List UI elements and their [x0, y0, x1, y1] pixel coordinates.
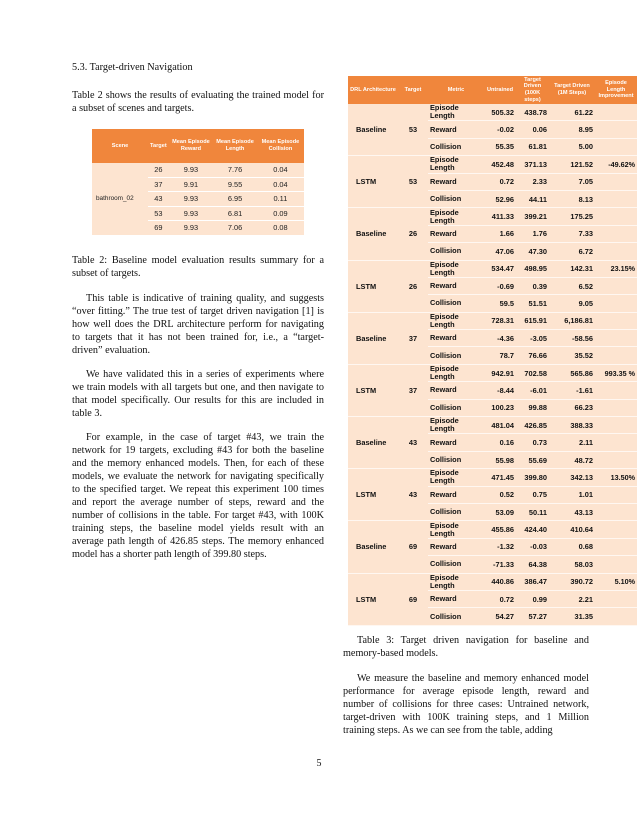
table-3-improvement-cell [595, 521, 637, 538]
table-3-header-100k: Target Driven (100K steps) [516, 76, 549, 104]
table-3-value-cell: 58.03 [549, 556, 595, 573]
table-2-cell: 0.04 [257, 163, 304, 177]
table-2-row [92, 163, 304, 177]
table-3-improvement-cell [595, 399, 637, 416]
table-3-value-cell: 0.99 [516, 590, 549, 607]
table-3-target-cell: 26 [398, 208, 428, 260]
table-3-wrapper [348, 76, 637, 626]
table-3-improvement-cell [595, 121, 637, 138]
table-2-cell: 26 [148, 163, 169, 177]
table-2-scene-cell: bathroom_02 [92, 163, 148, 235]
table-3-row [348, 521, 637, 538]
table-3-value-cell: 1.76 [516, 225, 549, 242]
table-3-value-cell: -58.56 [549, 330, 595, 347]
table-3-header-target: Target [398, 76, 428, 104]
table-3-value-cell: 2.21 [549, 590, 595, 607]
table-3-improvement-cell: 5.10% [595, 573, 637, 590]
table-3-value-cell: 455.86 [484, 521, 516, 538]
table-2-header-collision: Mean Episode Collision [257, 129, 304, 163]
table-3-target-cell: 37 [398, 364, 428, 416]
table-3-body [348, 104, 637, 625]
table-2-cell: 7.06 [213, 221, 257, 236]
table-3-value-cell: 2.11 [549, 434, 595, 451]
table-3-value-cell: 410.64 [549, 521, 595, 538]
table-3-value-cell: 452.48 [484, 156, 516, 173]
table-3-improvement-cell [595, 417, 637, 434]
table-3-value-cell: 565.86 [549, 364, 595, 381]
table-2-cell: 0.08 [257, 221, 304, 236]
page-number: 5 [316, 758, 322, 769]
table-3-arch-cell: Baseline [348, 417, 398, 469]
section-title: 5.3. Target-driven Navigation [72, 62, 193, 73]
table-3-arch-cell: LSTM [348, 469, 398, 521]
table-3-metric-cell: Collision [428, 138, 484, 155]
table-3-metric-cell: Collision [428, 347, 484, 364]
table-3-improvement-cell [595, 104, 637, 121]
table-3-metric-cell: Episode Length [428, 104, 484, 121]
table-3-value-cell: 53.09 [484, 503, 516, 520]
table-3-metric-cell: Collision [428, 503, 484, 520]
table-3-improvement-cell [595, 382, 637, 399]
table-3-value-cell: 61.22 [549, 104, 595, 121]
table-3-value-cell: 0.52 [484, 486, 516, 503]
table-3-improvement-cell [595, 451, 637, 468]
table-3-value-cell: 342.13 [549, 469, 595, 486]
table-3-value-cell: 5.00 [549, 138, 595, 155]
table-2-cell: 9.93 [169, 206, 213, 221]
table-3-value-cell: 505.32 [484, 104, 516, 121]
table-3-improvement-cell [595, 208, 637, 225]
table-3-header-untrained: Untrained [484, 76, 516, 104]
table-3-metric-cell: Reward [428, 538, 484, 555]
table-3-row [348, 208, 637, 225]
table-3-value-cell: -0.69 [484, 277, 516, 294]
table-3-improvement-cell [595, 538, 637, 555]
table-3-value-cell: 43.13 [549, 503, 595, 520]
table-3-value-cell: 8.95 [549, 121, 595, 138]
table-3-metric-cell: Reward [428, 486, 484, 503]
table-2-cell: 0.09 [257, 206, 304, 221]
table-3-row [348, 104, 637, 121]
table-3-improvement-cell [595, 277, 637, 294]
table-2-body [92, 163, 304, 235]
table-3-value-cell: 55.98 [484, 451, 516, 468]
table-2-cell: 6.95 [213, 192, 257, 207]
table-3-value-cell: 35.52 [549, 347, 595, 364]
table-3-improvement-cell [595, 434, 637, 451]
table-3-metric-cell: Reward [428, 382, 484, 399]
table-3-value-cell: 54.27 [484, 608, 516, 625]
table-3-value-cell: 6.72 [549, 243, 595, 260]
table-3-value-cell: 7.33 [549, 225, 595, 242]
table-3-value-cell: 76.66 [516, 347, 549, 364]
table-3-value-cell: 6,186.81 [549, 312, 595, 329]
table-3-value-cell: 50.11 [516, 503, 549, 520]
table-3-row [348, 312, 637, 329]
table-3-value-cell: 702.58 [516, 364, 549, 381]
table-3-value-cell: 728.31 [484, 312, 516, 329]
table-3-metric-cell: Reward [428, 590, 484, 607]
table-3-value-cell: 399.21 [516, 208, 549, 225]
table-3-target-cell: 37 [398, 312, 428, 364]
table-3-value-cell: 498.95 [516, 260, 549, 277]
table-3-metric-cell: Reward [428, 434, 484, 451]
table-2-cell: 9.93 [169, 192, 213, 207]
table-2-cell: 43 [148, 192, 169, 207]
table-3-value-cell: 0.73 [516, 434, 549, 451]
table-3-value-cell: 426.85 [516, 417, 549, 434]
table-3-arch-cell: Baseline [348, 521, 398, 573]
table-3-header-metric: Metric [428, 76, 484, 104]
table-3-value-cell: 0.72 [484, 173, 516, 190]
table-3-target-cell: 53 [398, 156, 428, 208]
table-2-caption: Table 2: Baseline model evaluation results summary for a subset of targets. [72, 254, 324, 279]
table-3-value-cell: 388.33 [549, 417, 595, 434]
table-3-value-cell: 44.11 [516, 190, 549, 207]
paragraph-example: For example, in the case of target #43, we train the network for 19 targets, excluding #43 for both the baseline and the memory enhanced models. Then, for each of these models, we evaluate the network for navigating specifically to the specified target. We repeat this experiment 100 times and report the average number of steps, reward and the number of collisions in the table. For target #43, with 100K training steps, the baseline model yields result with an average path length of 426.85 steps. The memory enhanced model has a shorter path length of 399.80 steps. [72, 431, 324, 560]
table-3-target-cell: 53 [398, 104, 428, 156]
table-3-value-cell: 0.06 [516, 121, 549, 138]
table-3-value-cell: 0.68 [549, 538, 595, 555]
table-3-arch-cell: Baseline [348, 104, 398, 156]
table-2-cell: 9.93 [169, 221, 213, 236]
table-3 [348, 76, 637, 626]
table-3-header-improvement: Episode Length Improvement [595, 76, 637, 104]
table-2-cell: 53 [148, 206, 169, 221]
table-3-row [348, 260, 637, 277]
table-3-improvement-cell [595, 173, 637, 190]
table-3-improvement-cell: 13.50% [595, 469, 637, 486]
table-2-header-length: Mean Episode Length [213, 129, 257, 163]
table-2-cell: 7.76 [213, 163, 257, 177]
table-3-value-cell: 142.31 [549, 260, 595, 277]
table-3-row [348, 417, 637, 434]
table-3-value-cell: 2.33 [516, 173, 549, 190]
table-3-metric-cell: Collision [428, 556, 484, 573]
table-3-value-cell: 399.80 [516, 469, 549, 486]
table-3-metric-cell: Episode Length [428, 312, 484, 329]
table-3-metric-cell: Collision [428, 295, 484, 312]
table-3-improvement-cell [595, 556, 637, 573]
paragraph-validation: We have validated this in a series of experiments where we train models with all targets but one, and then navigate to that model specifically. Our results for this are included in table 3. [72, 368, 324, 419]
table-3-improvement-cell: -49.62% [595, 156, 637, 173]
table-3-value-cell: 47.06 [484, 243, 516, 260]
table-3-value-cell: 0.75 [516, 486, 549, 503]
table-3-value-cell: 66.23 [549, 399, 595, 416]
table-3-metric-cell: Reward [428, 277, 484, 294]
table-3-target-cell: 69 [398, 573, 428, 625]
table-3-improvement-cell [595, 243, 637, 260]
table-3-target-cell: 26 [398, 260, 428, 312]
table-3-value-cell: -3.05 [516, 330, 549, 347]
table-3-value-cell: 440.86 [484, 573, 516, 590]
table-3-value-cell: 64.38 [516, 556, 549, 573]
table-3-header-row [348, 76, 637, 104]
table-3-metric-cell: Episode Length [428, 364, 484, 381]
table-3-improvement-cell [595, 608, 637, 625]
table-3-value-cell: 48.72 [549, 451, 595, 468]
table-3-improvement-cell: 23.15% [595, 260, 637, 277]
table-3-value-cell: 175.25 [549, 208, 595, 225]
table-3-value-cell: -0.03 [516, 538, 549, 555]
table-3-metric-cell: Episode Length [428, 208, 484, 225]
table-2-cell: 6.81 [213, 206, 257, 221]
table-3-value-cell: 424.40 [516, 521, 549, 538]
table-3-value-cell: -71.33 [484, 556, 516, 573]
table-3-arch-cell: LSTM [348, 364, 398, 416]
table-3-row [348, 364, 637, 381]
table-2-cell: 0.04 [257, 177, 304, 192]
table-3-improvement-cell [595, 312, 637, 329]
table-3-improvement-cell [595, 225, 637, 242]
table-2-cell: 9.93 [169, 163, 213, 177]
table-3-value-cell: 0.72 [484, 590, 516, 607]
table-3-value-cell: 371.13 [516, 156, 549, 173]
table-3-arch-cell: LSTM [348, 156, 398, 208]
table-3-value-cell: 942.91 [484, 364, 516, 381]
table-3-caption: Table 3: Target driven navigation for baseline and memory-based models. [343, 635, 589, 659]
table-2-cell: 69 [148, 221, 169, 236]
table-3-metric-cell: Episode Length [428, 417, 484, 434]
table-3-metric-cell: Reward [428, 225, 484, 242]
table-3-value-cell: 471.45 [484, 469, 516, 486]
table-3-value-cell: 1.66 [484, 225, 516, 242]
table-3-value-cell: 481.04 [484, 417, 516, 434]
table-2-cell: 37 [148, 177, 169, 192]
table-3-value-cell: 100.23 [484, 399, 516, 416]
paragraph-measurement: We measure the baseline and memory enhanced model performance for average episode length, reward and number of collisions for three cases: Untrained network, target-driven with 100K training steps, and 1 Million training steps. As we can see from the table, adding [343, 673, 589, 736]
left-column [72, 62, 324, 572]
table-3-metric-cell: Collision [428, 243, 484, 260]
table-3-metric-cell: Collision [428, 451, 484, 468]
table-3-metric-cell: Collision [428, 608, 484, 625]
table-3-value-cell: 386.47 [516, 573, 549, 590]
table-3-row [348, 573, 637, 590]
table-3-value-cell: 57.27 [516, 608, 549, 625]
table-3-value-cell: 1.01 [549, 486, 595, 503]
table-3-metric-cell: Reward [428, 330, 484, 347]
table-3-value-cell: 615.91 [516, 312, 549, 329]
table-3-value-cell: -0.02 [484, 121, 516, 138]
table-3-improvement-cell [595, 190, 637, 207]
table-3-value-cell: 8.13 [549, 190, 595, 207]
table-3-value-cell: 99.88 [516, 399, 549, 416]
table-3-value-cell: -1.32 [484, 538, 516, 555]
table-3-header-1m: Target Driven (1M Steps) [549, 76, 595, 104]
table-2-header-target: Target [148, 129, 169, 163]
table-3-value-cell: 31.35 [549, 608, 595, 625]
table-3-value-cell: 59.5 [484, 295, 516, 312]
table-3-arch-cell: Baseline [348, 208, 398, 260]
table-2-header-row [92, 129, 304, 163]
table-3-target-cell: 43 [398, 469, 428, 521]
table-3-improvement-cell [595, 503, 637, 520]
table-2 [92, 129, 304, 236]
table-3-metric-cell: Collision [428, 399, 484, 416]
table-3-value-cell: -8.44 [484, 382, 516, 399]
table-3-improvement-cell [595, 138, 637, 155]
table-3-value-cell: 61.81 [516, 138, 549, 155]
table-3-metric-cell: Episode Length [428, 156, 484, 173]
table-3-target-cell: 43 [398, 417, 428, 469]
table-2-cell: 9.91 [169, 177, 213, 192]
paragraph-intro: Table 2 shows the results of evaluating the trained model for a subset of scenes and targets. [72, 90, 324, 114]
table-3-value-cell: 47.30 [516, 243, 549, 260]
table-3-value-cell: 78.7 [484, 347, 516, 364]
paragraph-overfitting: This table is indicative of training quality, and suggests “over fitting.” The true test of target driven navigation [1] is how well does the DRL architecture perform for navigating to targets that it has not been trained for, i.e., a “target-driven” evaluation. [72, 292, 324, 356]
table-3-improvement-cell [595, 347, 637, 364]
table-3-value-cell: 55.35 [484, 138, 516, 155]
table-3-improvement-cell [595, 330, 637, 347]
table-3-value-cell: 0.16 [484, 434, 516, 451]
table-3-improvement-cell [595, 486, 637, 503]
table-2-header-scene: Scene [92, 129, 148, 163]
right-column-text [343, 634, 589, 748]
table-3-value-cell: 9.05 [549, 295, 595, 312]
table-3-arch-cell: LSTM [348, 260, 398, 312]
table-2-header-reward: Mean Episode Reward [169, 129, 213, 163]
table-3-value-cell: -4.36 [484, 330, 516, 347]
table-2-cell: 9.55 [213, 177, 257, 192]
table-3-row [348, 156, 637, 173]
table-3-value-cell: 55.69 [516, 451, 549, 468]
table-3-arch-cell: LSTM [348, 573, 398, 625]
table-3-value-cell: 51.51 [516, 295, 549, 312]
table-3-value-cell: 438.78 [516, 104, 549, 121]
table-3-value-cell: -1.61 [549, 382, 595, 399]
table-3-improvement-cell [595, 590, 637, 607]
table-3-arch-cell: Baseline [348, 312, 398, 364]
table-3-value-cell: 52.96 [484, 190, 516, 207]
table-3-metric-cell: Reward [428, 173, 484, 190]
table-3-metric-cell: Episode Length [428, 521, 484, 538]
table-3-metric-cell: Episode Length [428, 573, 484, 590]
table-3-metric-cell: Episode Length [428, 260, 484, 277]
table-3-value-cell: 411.33 [484, 208, 516, 225]
table-3-improvement-cell [595, 295, 637, 312]
table-3-value-cell: -6.01 [516, 382, 549, 399]
table-3-value-cell: 6.52 [549, 277, 595, 294]
table-3-value-cell: 0.39 [516, 277, 549, 294]
table-3-row [348, 469, 637, 486]
table-3-metric-cell: Reward [428, 121, 484, 138]
table-2-cell: 0.11 [257, 192, 304, 207]
table-3-improvement-cell: 993.35 % [595, 364, 637, 381]
table-3-value-cell: 534.47 [484, 260, 516, 277]
table-3-value-cell: 390.72 [549, 573, 595, 590]
table-3-value-cell: 7.05 [549, 173, 595, 190]
table-3-target-cell: 69 [398, 521, 428, 573]
table-3-value-cell: 121.52 [549, 156, 595, 173]
table-3-metric-cell: Episode Length [428, 469, 484, 486]
table-3-metric-cell: Collision [428, 190, 484, 207]
table-3-header-arch: DRL Architecture [348, 76, 398, 104]
